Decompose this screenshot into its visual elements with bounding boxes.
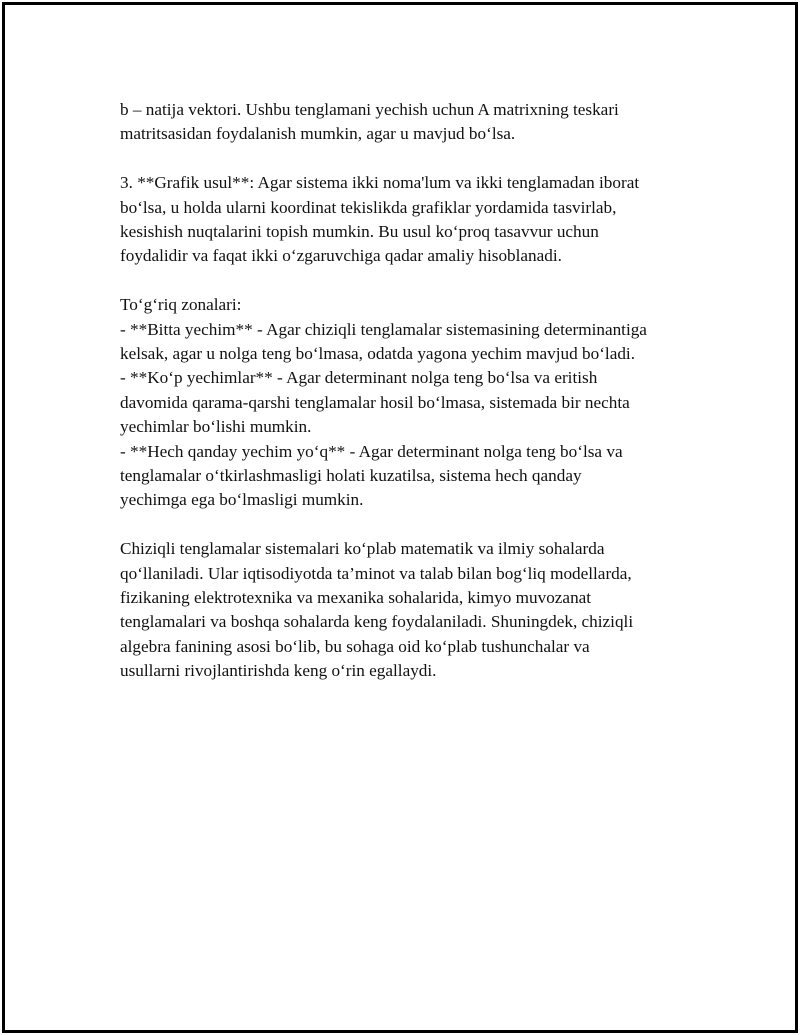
list-item-line: davomida qarama-qarshi tenglamalar hosil bo‘lmasa, sistemada bir nechta (120, 392, 630, 412)
text-line: algebra fanining asosi bo‘lib, bu sohaga oid ko‘plab tushunchalar va (120, 636, 590, 656)
text-line: b – natija vektori. Ushbu tenglamani yechish uchun A matrixning teskari (120, 100, 619, 119)
paragraph-grafik-usul (120, 171, 700, 269)
text-line: kesishish nuqtalarini topish mumkin. Bu usul ko‘proq tasavvur uchun (120, 222, 599, 242)
paragraph-intro (120, 98, 700, 147)
list-item-line: tenglamalar o‘tkirlashmasligi holati kuzatilsa, sistema hech qanday (120, 466, 582, 486)
text-line: 3. **Grafik usul**: Agar sistema ikki noma'lum va ikki tenglamadan iborat (120, 173, 640, 193)
text-line: qo‘llaniladi. Ular iqtisodiyotda ta’minot va talab bilan bog‘liq modellarda, (120, 563, 632, 583)
text-line: Chiziqli tenglamalar sistemalari ko‘plab matematik va ilmiy sohalarda (120, 539, 605, 559)
text-line: bo‘lsa, u holda ularni koordinat tekislikda grafiklar yordamida tasvirlab, (120, 197, 617, 217)
text-line: foydalidir va faqat ikki o‘zgaruvchiga qadar amaliy hisoblanadi. (120, 246, 562, 266)
list-item-line: yechimga ega bo‘lmasligi mumkin. (120, 490, 364, 510)
paragraph-togriq-zonalari (120, 293, 700, 513)
text-line: matritsasidan foydalanish mumkin, agar u mavjud bo‘lsa. (120, 124, 516, 144)
list-item-line: - **Ko‘p yechimlar** - Agar determinant nolga teng bo‘lsa va eritish (120, 368, 598, 388)
list-item-line: kelsak, agar u nolga teng bo‘lmasa, odatda yagona yechim mavjud bo‘ladi. (120, 344, 635, 364)
list-item-line: - **Bitta yechim** - Agar chiziqli tenglamalar sistemasining determinantiga (120, 319, 647, 339)
text-line: fizikaning elektrotexnika va mexanika sohalarida, kimyo muvozanat (120, 588, 592, 608)
list-item-line: yechimlar bo‘lishi mumkin. (120, 417, 312, 437)
document-page (2, 2, 798, 1033)
section-heading: To‘g‘riq zonalari: (120, 295, 242, 315)
list-item-line: - **Hech qanday yechim yo‘q** - Agar determinant nolga teng bo‘lsa va (120, 441, 623, 461)
document-body (120, 98, 700, 708)
text-line: tenglamalari va boshqa sohalarda keng foydalaniladi. Shuningdek, chiziqli (120, 612, 634, 632)
text-line: usullarni rivojlantirishda keng o‘rin egallaydi. (120, 661, 437, 681)
paragraph-xulosa (120, 537, 700, 683)
